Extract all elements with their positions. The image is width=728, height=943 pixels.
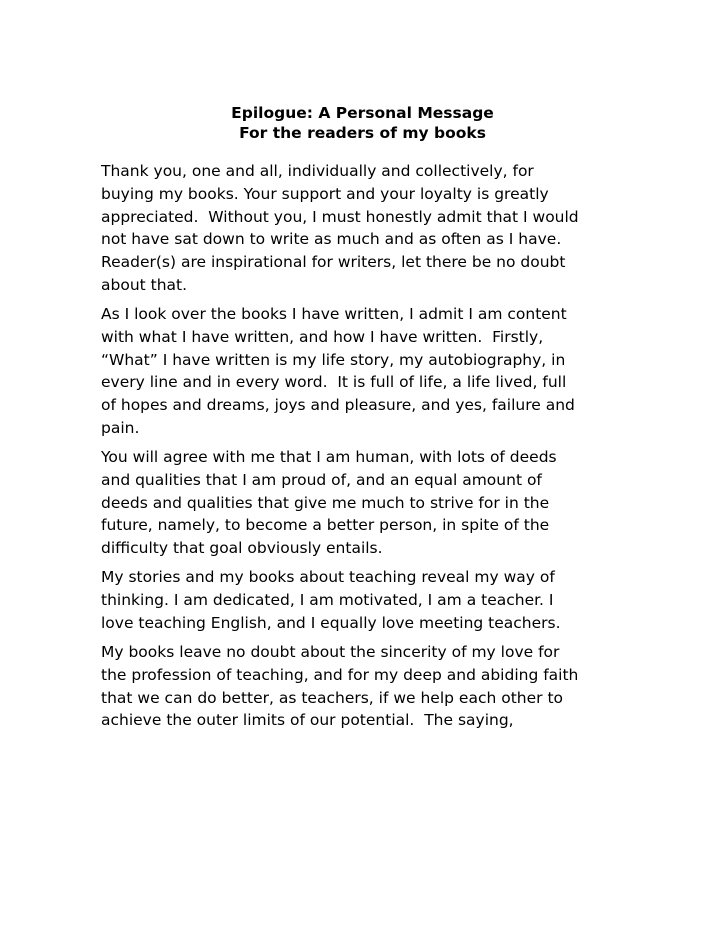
text-line: Thank you, one and all, individually and collectively, for	[101, 162, 534, 180]
text-line: pain.	[101, 418, 140, 437]
text-line: As I look over the books I have written, I admit I am content	[101, 305, 567, 323]
text-line: My books leave no doubt about the sincerity of my love for	[101, 643, 560, 661]
text-line: You will agree with me that I am human, with lots of deeds	[101, 448, 557, 466]
text-line: of hopes and dreams, joys and pleasure, and yes, failure and	[101, 396, 575, 415]
text-line: “What” I have written is my life story, my autobiography, in	[101, 350, 566, 369]
text-line: difficulty that goal obviously entails.	[101, 539, 383, 558]
paragraph-4	[101, 566, 641, 634]
text-line: thinking. I am dedicated, I am motivated, I am a teacher. I	[101, 590, 554, 609]
paragraph-1	[101, 160, 641, 297]
paragraph-5	[101, 641, 641, 732]
text-line: achieve the outer limits of our potential. The saying,	[101, 711, 514, 730]
paragraph-3	[101, 446, 641, 560]
text-line: appreciated. Without you, I must honestly admit that I would	[101, 207, 579, 226]
text-line: that we can do better, as teachers, if we help each other to	[101, 688, 564, 707]
text-line: buying my books. Your support and your loyalty is greatly	[101, 184, 549, 203]
text-line: future, namely, to become a better person, in spite of the	[101, 516, 550, 535]
text-line: and qualities that I am proud of, and an equal amount of	[101, 470, 542, 489]
text-line: not have sat down to write as much and as often as I have.	[101, 230, 562, 249]
text-line: Reader(s) are inspirational for writers, let there be no doubt	[101, 253, 566, 272]
paragraph-2	[101, 303, 641, 440]
text-line: the profession of teaching, and for my deep and abiding faith	[101, 665, 579, 684]
text-line: My stories and my books about teaching reveal my way of	[101, 568, 555, 586]
text-line: with what I have written, and how I have written. Firstly,	[101, 327, 544, 346]
text-line: every line and in every word. It is full of life, a life lived, full	[101, 373, 567, 392]
document-subtitle: For the readers of my books	[239, 124, 486, 142]
text-line: love teaching English, and I equally love meeting teachers.	[101, 613, 561, 632]
text-line: deeds and qualities that give me much to strive for in the	[101, 493, 550, 512]
document-title: Epilogue: A Personal Message	[231, 104, 494, 122]
text-line: about that.	[101, 275, 188, 294]
